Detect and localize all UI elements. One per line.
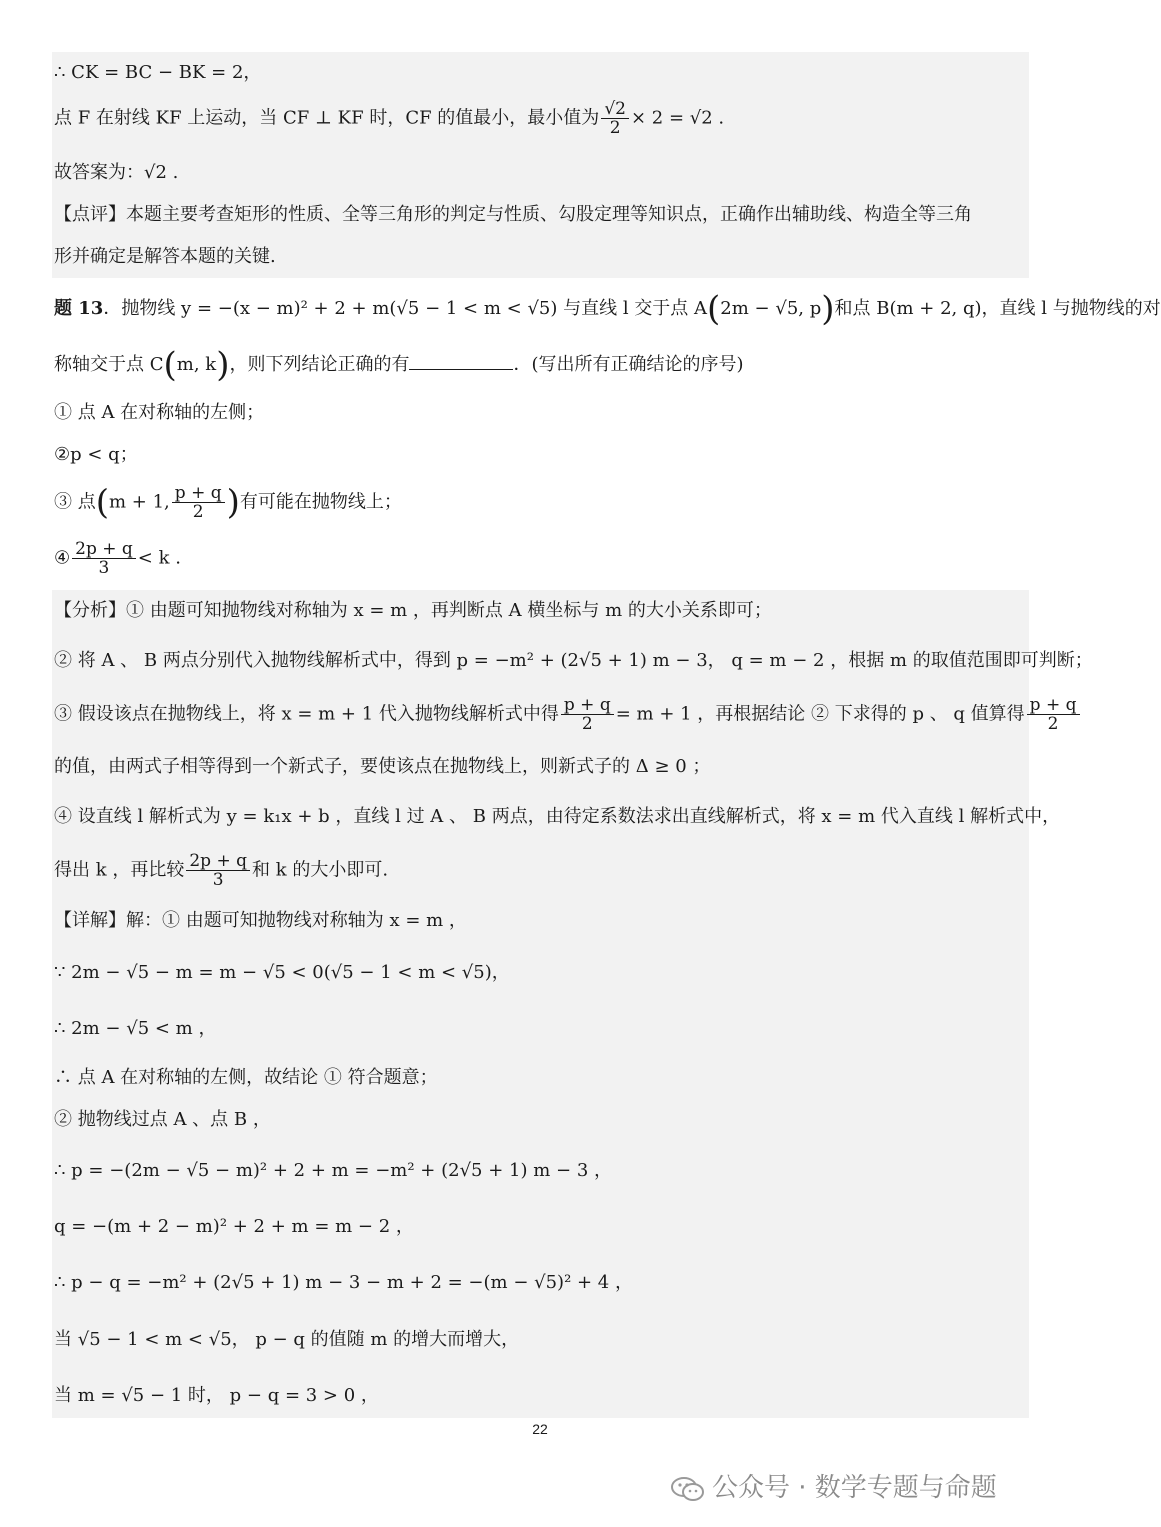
solution-line: ∴ 2m − √5 < m ， [54, 1018, 217, 1039]
analysis-line: 的值，由两式子相等得到一个新式子，要使该点在抛物线上，则新式子的 Δ ≥ 0 ； [54, 756, 711, 777]
option-4 [54, 540, 181, 577]
paren: ( [707, 289, 721, 329]
paren: ( [163, 345, 177, 385]
answer-blank[interactable] [409, 351, 513, 370]
text-span: ，则下列结论正确的有 [229, 354, 410, 375]
solution-line: ∴ 点 A 在对称轴的左侧，故结论 ① 符合题意； [54, 1067, 438, 1088]
fraction [601, 100, 629, 137]
review-line: 形并确定是解答本题的关键. [54, 246, 276, 267]
text-span: ④ [54, 547, 71, 569]
fraction-numerator: 2p + q [186, 852, 250, 871]
text-span: < k . [137, 547, 181, 569]
analysis-line: ④ 设直线 l 解析式为 y = k₁x + b ，直线 l 过 A 、 B 两点，由待定系数法求出直线解析式，将 x = m 代入直线 l 解析式中， [54, 806, 1061, 827]
fraction-numerator: p + q [561, 696, 614, 715]
text-span: × 2 = √2 . [630, 107, 725, 129]
solution-line: ∴ p − q = −m² + (2√5 + 1) m − 3 − m + 2 = −(m − √5)² + 4 ， [54, 1272, 633, 1293]
solution-line: 当 m = √5 − 1 时， p − q = 3 > 0 ， [54, 1385, 379, 1406]
fraction-denominator: 3 [98, 558, 110, 578]
watermark-text: 公众号 · 数学专题与命题 [712, 1473, 997, 1503]
text-span: 和点 B(m + 2, q)，直线 l 与抛物线的对 [834, 298, 1161, 319]
fraction-numerator: p + q [172, 484, 225, 503]
text-span: m, k [176, 354, 217, 375]
text-span: ．(写出所有正确结论的序号) [513, 354, 744, 375]
fraction-numerator: 2p + q [72, 540, 136, 559]
text-span: 有可能在抛物线上； [239, 491, 402, 513]
question-label: 题 13 [54, 298, 104, 319]
text-line: ∴ CK = BC − BK = 2， [54, 62, 262, 83]
solution-line: ∵ 2m − √5 − m = m − √5 < 0(√5 − 1 < m < √5)， [54, 962, 510, 983]
text-span: 和 k 的大小即可. [252, 859, 389, 881]
fraction-denominator: 2 [581, 714, 593, 734]
text-span: 得出 k ，再比较 [54, 859, 185, 881]
text-span: = m + 1 ，再根据结论 ② 下求得的 p 、 q 值算得 [615, 703, 1025, 725]
fraction [561, 696, 614, 733]
question-line [54, 345, 744, 385]
solution-line: 当 √5 − 1 < m < √5， p − q 的值随 m 的增大而增大， [54, 1329, 520, 1350]
text-line: 故答案为：√2 . [54, 162, 179, 183]
review-line: 【点评】本题主要考查矩形的性质、全等三角形的判定与性质、勾股定理等知识点，正确作出辅助线、构造全等三角 [54, 204, 972, 225]
paren: ( [95, 482, 109, 523]
text-span: m + 1, [109, 491, 170, 513]
fraction [186, 852, 250, 889]
paren: ) [226, 482, 240, 523]
page-number: 22 [532, 1421, 548, 1437]
solution-line: ② 抛物线过点 A 、点 B ， [54, 1109, 271, 1130]
text-span: ．抛物线 y = −(x − m)² + 2 + m(√5 − 1 < m < √5) 与直线 l 交于点 A [103, 298, 708, 319]
solution-line: 【详解】解：① 由题可知抛物线对称轴为 x = m ， [54, 910, 467, 931]
text-span: 2m − √5, p [720, 298, 822, 319]
paren: ) [821, 289, 835, 329]
solution-line: q = −(m + 2 − m)² + 2 + m = m − 2 ， [54, 1216, 414, 1237]
analysis-line: ② 将 A 、 B 两点分别代入抛物线解析式中，得到 p = −m² + (2√5 + 1) m − 3， q = m − 2 ，根据 m 的取值范围即可判断； [54, 650, 1093, 671]
option-2: ②p < q； [54, 444, 138, 465]
analysis-line [54, 696, 1082, 733]
paren: ) [216, 345, 230, 385]
analysis-line [54, 852, 388, 889]
watermark [670, 1467, 997, 1504]
previous-solution-block [52, 52, 1029, 278]
text-span: ③ 点 [54, 491, 96, 513]
fraction-denominator: 2 [1047, 714, 1059, 734]
question-line [54, 289, 1161, 329]
option-1: ① 点 A 在对称轴的左侧； [54, 402, 265, 423]
fraction-denominator: 2 [192, 502, 204, 522]
text-span: 称轴交于点 C [54, 354, 164, 375]
fraction-denominator: 3 [212, 870, 224, 890]
text-span: 点 F 在射线 KF 上运动，当 CF ⊥ KF 时，CF 的值最小，最小值为 [54, 107, 600, 129]
fraction-numerator: √2 [601, 100, 629, 119]
text-line [54, 100, 724, 137]
option-3 [54, 484, 402, 521]
fraction-numerator: p + q [1027, 696, 1080, 715]
fraction [72, 540, 136, 577]
fraction [172, 484, 225, 521]
wechat-icon [670, 1476, 706, 1502]
analysis-line: 【分析】① 由题可知抛物线对称轴为 x = m ，再判断点 A 横坐标与 m 的大小关系即可； [54, 600, 772, 621]
solution-line: ∴ p = −(2m − √5 − m)² + 2 + m = −m² + (2√5 + 1) m − 3 ， [54, 1160, 612, 1181]
fraction-denominator: 2 [609, 118, 621, 138]
fraction [1027, 696, 1080, 733]
text-span: ③ 假设该点在抛物线上，将 x = m + 1 代入抛物线解析式中得 [54, 703, 559, 725]
